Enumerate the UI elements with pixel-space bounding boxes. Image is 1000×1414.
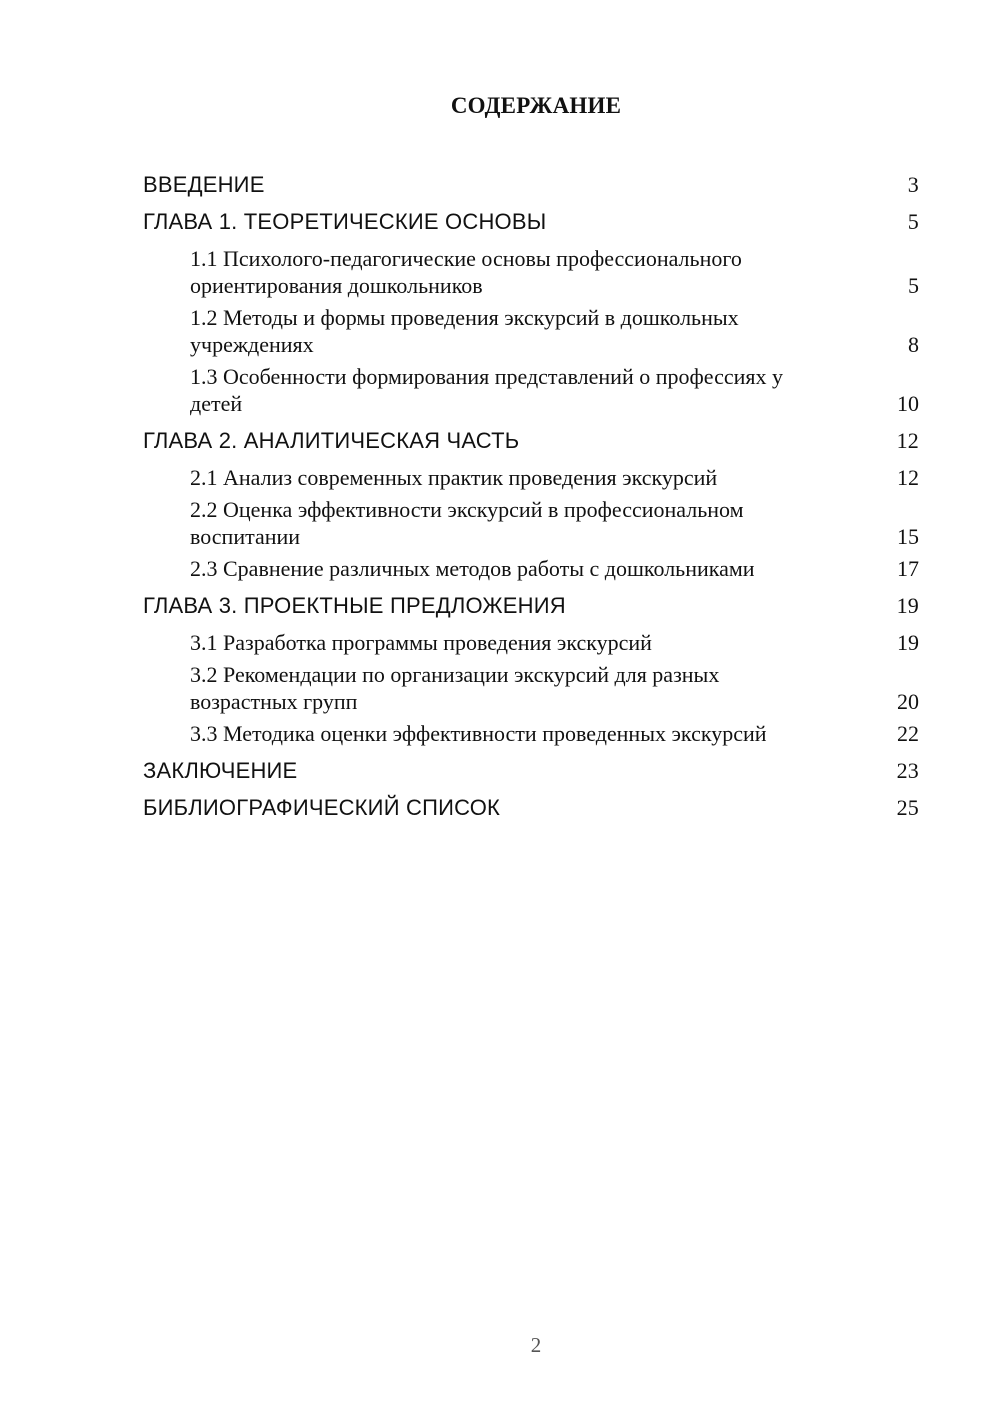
toc-entry-title: 2.1 Анализ современных практик проведения экскурсий [190, 465, 718, 490]
toc-entry-title: 1.3 Особенности формирования представлений о профессиях у детей [190, 364, 783, 416]
toc-entry-bibliography[interactable] [143, 789, 919, 826]
toc-entry-section-1-3[interactable] [143, 363, 919, 417]
toc-entry-conclusion[interactable] [143, 752, 919, 789]
toc-entry-title: ВВЕДЕНИЕ [143, 172, 265, 197]
toc-entry-title: 2.2 Оценка эффективности экскурсий в профессиональном воспитании [190, 497, 744, 549]
toc-entry-section-3-3[interactable] [143, 720, 919, 747]
toc-entry-page: 3 [907, 172, 919, 197]
toc-entry-title: ГЛАВА 3. ПРОЕКТНЫЕ ПРЕДЛОЖЕНИЯ [143, 593, 566, 618]
toc-entry-chapter-2[interactable] [143, 422, 919, 459]
toc-entry-page: 20 [897, 689, 919, 714]
toc-entry-page: 17 [897, 556, 919, 581]
toc-entry-page: 5 [907, 209, 919, 234]
toc-entry-title: ЗАКЛЮЧЕНИЕ [143, 758, 298, 783]
toc-entry-section-2-3[interactable] [143, 555, 919, 582]
toc-entry-section-2-1[interactable] [143, 464, 919, 491]
toc-entry-chapter-1[interactable] [143, 203, 919, 240]
toc-entry-title: 3.3 Методика оценки эффективности проведенных экскурсий [190, 721, 767, 746]
toc-entry-title: 3.1 Разработка программы проведения экскурсий [190, 630, 652, 655]
toc-entry-title: 2.3 Сравнение различных методов работы с дошкольниками [190, 556, 755, 581]
toc-entry-section-3-1[interactable] [143, 629, 919, 656]
page-title: СОДЕРЖАНИЕ [450, 93, 622, 118]
toc-entry-page: 22 [897, 721, 919, 746]
toc-entry-page: 12 [897, 465, 919, 490]
page-number: 2 [530, 1333, 542, 1357]
toc-entry-title: ГЛАВА 2. АНАЛИТИЧЕСКАЯ ЧАСТЬ [143, 428, 520, 453]
toc-entry-chapter-3[interactable] [143, 587, 919, 624]
toc-entry-title: БИБЛИОГРАФИЧЕСКИЙ СПИСОК [143, 795, 501, 820]
toc-entry-page: 5 [908, 273, 919, 298]
toc-entry-page: 10 [897, 391, 919, 416]
toc-entry-page: 15 [897, 524, 919, 549]
toc-entry-section-3-2[interactable] [143, 661, 919, 715]
toc-entry-page: 19 [897, 630, 919, 655]
toc-entry-introduction[interactable] [143, 166, 919, 203]
toc-entry-page: 8 [908, 332, 919, 357]
toc-entry-title: 1.1 Психолого-педагогические основы профессионального ориентирования дошкольников [190, 246, 742, 298]
toc-entry-page: 19 [896, 593, 919, 618]
toc-entry-page: 23 [896, 758, 919, 783]
toc-entry-section-2-2[interactable] [143, 496, 919, 550]
table-of-contents [143, 166, 919, 826]
toc-entry-section-1-2[interactable] [143, 304, 919, 358]
toc-entry-title: 1.2 Методы и формы проведения экскурсий в дошкольных учреждениях [190, 305, 739, 357]
toc-entry-title: ГЛАВА 1. ТЕОРЕТИЧЕСКИЕ ОСНОВЫ [143, 209, 547, 234]
toc-entry-title: 3.2 Рекомендации по организации экскурсий для разных возрастных групп [190, 662, 720, 714]
toc-entry-page: 25 [896, 795, 919, 820]
toc-entry-section-1-1[interactable] [143, 245, 919, 299]
toc-entry-page: 12 [896, 428, 919, 453]
